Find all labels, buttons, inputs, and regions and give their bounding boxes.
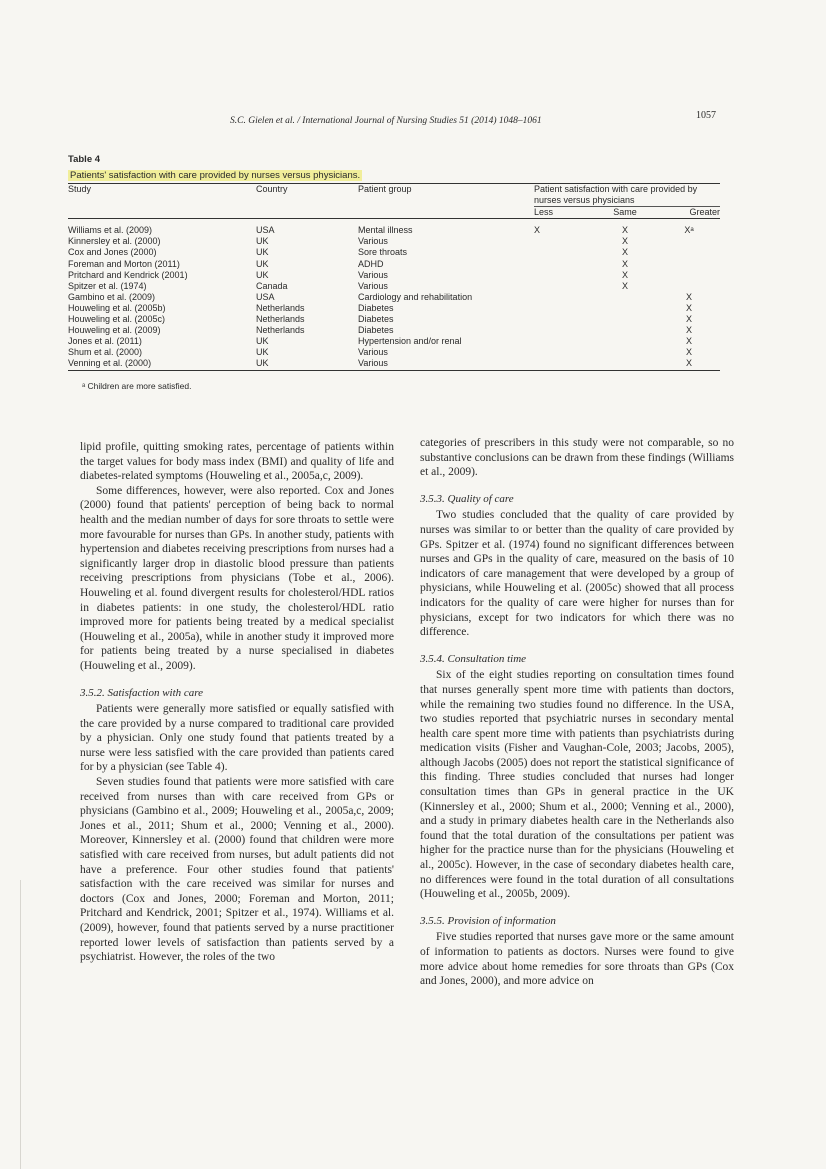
cell-greater: X [685,291,692,302]
cell-study: Jones et al. (2011) [68,336,142,347]
cell-patient-group: Sore throats [358,247,408,258]
right-paragraph-3: Six of the eight studies reporting on consultation times found that nurses generally spent more time with patients than doctors, while the remaining two studies found no difference. In the USA, two studies reported that psychiatric nurses in secondary mental health care spent more time with patients than psychiatrists during medication visits (Fisher and Vaughan-Cole, 2003; Jacobs, 2005), although Jacobs (2005) does not report the statistical significance of this finding. Three studies concluded that nurses had longer consultation times than GPs in general practice in the UK (Kinnersley et al., 2000; Shum et al., 2000; Venning et al., 2000), and a study in primary diabetes health care in the Netherlands also found that the total duration of the consultations per patient was higher for the practice nurse than for the physicians (Houweling et al., 2005c). However, in the case of secondary diabetes health care, no differences were found in the total duration of all consultations (Houweling et al., 2005b, 2009). [420,669,734,901]
cell-greater: X [685,314,692,325]
cell-greater: X [685,358,692,369]
cell-country: USA [256,291,275,302]
cell-country: USA [256,225,275,236]
table-row [68,336,720,347]
table-row [68,281,720,292]
cell-greater [658,259,720,270]
cell-greater: X [685,336,692,347]
cell-country: Netherlands [256,325,305,336]
cell-same: X [621,236,628,247]
cell-less [534,292,592,303]
cell-greater [658,270,720,281]
cell-greater: X [685,325,692,336]
cell-study: Kinnersley et al. (2000) [68,236,161,247]
cell-study: Spitzer et al. (1974) [68,280,147,291]
section-heading-satisfaction: 3.5.2. Satisfaction with care [80,686,204,699]
cell-same [592,336,658,347]
table-row [68,236,720,247]
cell-less [534,259,592,270]
cell-greater [658,281,720,292]
cell-less [534,270,592,281]
cell-patient-group: Cardiology and rehabilitation [358,291,473,302]
left-paragraph-1: lipid profile, quitting smoking rates, percentage of patients within the target values for body mass index (BMI) and quality of life and diabetes-related symptoms (Houweling et al., 2005a,c, 2009). [80,441,394,483]
cell-patient-group: Diabetes [358,314,394,325]
left-column [80,440,394,965]
header-satisfaction: Patient satisfaction with care provided by nurses versus physicians [534,184,720,207]
cell-patient-group: ADHD [358,258,384,269]
header-patient-group: Patient group [358,184,412,194]
cell-same [592,358,658,369]
table-row [68,303,720,314]
right-paragraph-1: categories of prescribers in this study were not comparable, so no substantive conclusions can be drawn from these findings (Williams et al., 2009). [420,437,734,479]
right-column [420,436,734,989]
cell-same [592,347,658,358]
cell-less [534,236,592,247]
header-country: Country [256,184,288,194]
cell-patient-group: Hypertension and/or renal [358,336,462,347]
cell-study: Houweling et al. (2009) [68,325,161,336]
cell-study: Cox and Jones (2000) [68,247,157,258]
cell-study: Shum et al. (2000) [68,347,143,358]
cell-less [534,281,592,292]
table-footnote: ᵃ Children are more satisfied. [82,380,192,391]
cell-greater [658,236,720,247]
header-greater: Greater [689,207,720,218]
cell-study: Venning et al. (2000) [68,358,152,369]
table-4 [68,154,720,391]
cell-study: Williams et al. (2009) [68,225,153,236]
cell-study: Houweling et al. (2005c) [68,314,166,325]
cell-study: Foreman and Morton (2011) [68,258,180,269]
page-number: 1057 [696,110,716,121]
cell-patient-group: Diabetes [358,325,394,336]
cell-study: Gambino et al. (2009) [68,291,156,302]
left-paragraph-3: Patients were generally more satisfied or equally satisfied with the care provided by a nurse compared to traditional care provided by a physician. Only one study found that patients treated by a nurse were less satisfied with the care provided than patients cared for by a physician (see Table 4). [80,703,394,774]
cell-patient-group: Various [358,358,388,369]
satisfaction-table [68,184,720,370]
cell-study: Pritchard and Kendrick (2001) [68,269,188,280]
scan-fold-line [20,880,21,1169]
header-study: Study [68,184,92,194]
cell-same [592,325,658,336]
header-less: Less [534,207,554,218]
running-head: S.C. Gielen et al. / International Journal of Nursing Studies 51 (2014) 1048–1061 [230,116,542,126]
cell-patient-group: Various [358,347,388,358]
table-row [68,225,720,236]
cell-patient-group: Diabetes [358,302,394,313]
cell-country: UK [256,336,269,347]
cell-greater: Xᵃ [684,225,694,236]
cell-same: X [621,269,628,280]
cell-less: X [534,225,541,236]
cell-patient-group: Various [358,269,388,280]
table-row [68,347,720,358]
cell-greater: X [685,302,692,313]
cell-same [592,292,658,303]
table-row [68,270,720,281]
table-row [68,325,720,336]
cell-country: UK [256,236,269,247]
table-row [68,314,720,325]
cell-less [534,336,592,347]
cell-country: UK [256,269,269,280]
right-paragraph-4: Five studies reported that nurses gave more or the same amount of information to patients as doctors. Nurses were found to give more advice about home remedies for sore throats than GPs (Cox and Jones, 2000), and more advice on [420,931,734,988]
cell-same: X [621,258,628,269]
cell-less [534,325,592,336]
cell-patient-group: Various [358,236,388,247]
section-heading-information: 3.5.5. Provision of information [420,914,556,927]
cell-less [534,303,592,314]
table-label: Table 4 [68,154,101,165]
cell-same: X [621,247,628,258]
left-paragraph-4: Seven studies found that patients were more satisfied with care received from nurses than with care received from GPs or physicians (Gambino et al., 2009; Houweling et al., 2005a,c, 2009; Jones et al., 2011; Shum et al., 2000; Venning et al., 2000). Moreover, Kinnersley et al. (2000) found that children were more satisfied with care received from nurses, but adult patients did not have a preference. Four other studies found that patients' satisfaction with the care received was similar for nurses and doctors (Cox and Jones, 2000; Foreman and Morton, 2011; Pritchard and Kendrick, 2001; Spitzer et al., 1974). Williams et al. (2009), however, found that patients served by a nurse practitioner reported lower levels of satisfaction than patients served by a psychiatrist. However, the roles of the two [80,776,394,964]
cell-same: X [621,225,628,236]
cell-same [592,314,658,325]
cell-greater: X [685,347,692,358]
table-row [68,292,720,303]
cell-country: UK [256,247,269,258]
cell-same: X [621,280,628,291]
section-heading-quality: 3.5.3. Quality of care [420,492,514,505]
cell-patient-group: Various [358,280,388,291]
table-row [68,247,720,258]
cell-greater [658,247,720,258]
table-bottom-rule [68,370,720,371]
header-same: Same [613,207,637,218]
cell-country: UK [256,347,269,358]
cell-patient-group: Mental illness [358,225,413,236]
cell-less [534,358,592,369]
cell-study: Houweling et al. (2005b) [68,302,166,313]
cell-same [592,303,658,314]
section-heading-consultation-time: 3.5.4. Consultation time [420,652,527,665]
cell-less [534,247,592,258]
cell-country: Netherlands [256,302,305,313]
table-row [68,259,720,270]
left-paragraph-2: Some differences, however, were also reported. Cox and Jones (2000) found that patients' perception of being back to normal health and the median number of days for sore throats to settle were more favourable for nurses than GPs. In another study, patients with hypertension and diabetes receiving prescriptions from nurses had a significantly larger drop in diastolic blood pressure than patients receiving prescriptions from physicians (Tobe et al., 2006). Houweling et al. found divergent results for cholesterol/HDL ratios in diabetes patients: in one study, the cholesterol/HDL ratio improved more for patients being treated by a medical specialist (Houweling et al., 2005a), while in another study it improved more for patients being treated by a nurse specialised in diabetes (Houweling et al., 2009). [80,484,394,672]
table-row [68,358,720,369]
cell-less [534,314,592,325]
table-caption: Patients' satisfaction with care provided by nurses versus physicians. [70,170,361,181]
cell-country: Netherlands [256,314,305,325]
cell-less [534,347,592,358]
cell-country: UK [256,258,269,269]
cell-country: UK [256,358,269,369]
right-paragraph-2: Two studies concluded that the quality of care provided by nurses was similar to or better than the quality of care provided by GPs. Spitzer et al. (1974) found no significant differences between nurses and GPs in the quality of care, measured on the basis of 10 indicators of care management that were developed by a group of physicians, while Houweling et al. (2005c) showed that all process indicators for the quality of care were higher for nurses than for physicians, except for two indicators for which there was no difference. [420,509,734,639]
cell-country: Canada [256,280,288,291]
